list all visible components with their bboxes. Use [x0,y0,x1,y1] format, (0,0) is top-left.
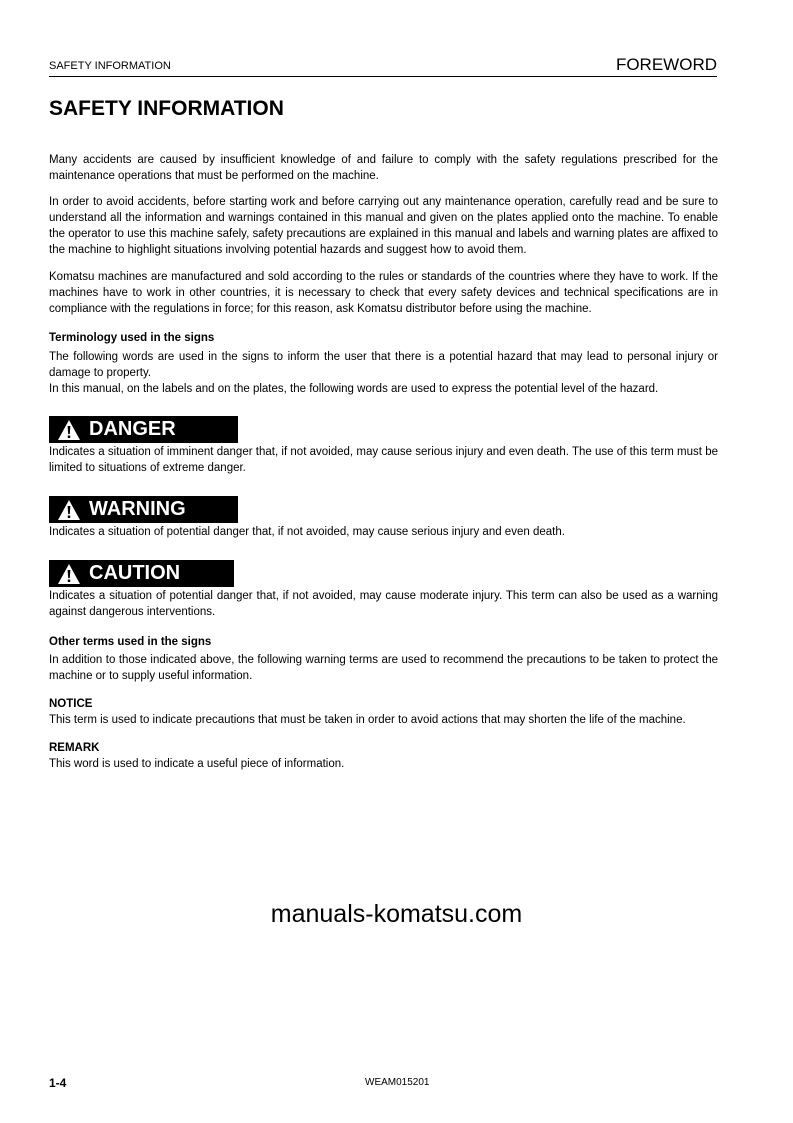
danger-text: Indicates a situation of imminent danger that, if not avoided, may cause serious injury and even death. The use of this term must be limited to situations of extreme danger. [49,446,718,474]
watermark: manuals-komatsu.com [270,900,523,928]
page-body [49,152,718,772]
header-chapter: FOREWORD [615,55,717,74]
document-code: WEAM015201 [365,1077,430,1088]
danger-sign [49,416,238,443]
terminology-heading: Terminology used in the signs [49,332,215,344]
remark-text: This word is used to indicate a useful piece of information. [49,758,345,770]
remark-heading: REMARK [49,742,100,754]
header-divider [49,76,717,77]
other-terms-heading: Other terms used in the signs [49,636,212,648]
warning-triangle-icon [57,419,81,441]
caution-text: Indicates a situation of potential danger that, if not avoided, may cause moderate injury. This term can also be used as a warning against dangerous interventions. [49,590,718,618]
paragraph: Many accidents are caused by insufficient knowledge of and failure to comply with the safety regulations prescribed for the maintenance operations that must be performed on the machine. [49,154,718,182]
warning-triangle-icon [57,499,81,521]
paragraph: In order to avoid accidents, before starting work and before carrying out any maintenance operation, carefully read and be sure to understand all the information and warnings contained in this manual and given on the plates applied onto the machine. To enable the operator to use this machine safely, safety precautions are explained in this manual and labels and warning plates are affixed to the machine to highlight situations involving potential hazards and suggest how to avoid them. [49,196,718,256]
paragraph: Komatsu machines are manufactured and sold according to the rules or standards of the countries where they have to work. If the machines have to work in other countries, it is necessary to check that every safety devices and technical specifications are in compliance with the regulations in force; for this reason, ask Komatsu distributor before using the machine. [49,271,718,315]
warning-sign [49,496,238,523]
notice-text: This term is used to indicate precautions that must be taken in order to avoid actions that may shorten the life of the machine. [49,714,686,726]
terminology-text: The following words are used in the signs to inform the user that there is a potential hazard that may lead to personal injury or damage to property. [49,351,718,379]
warning-triangle-icon [57,563,81,585]
sign-label: CAUTION [89,562,181,584]
sign-label: DANGER [89,418,176,440]
header-section: SAFETY INFORMATION [49,60,171,72]
notice-heading: NOTICE [49,698,93,710]
sign-label: WARNING [89,498,186,520]
caution-sign [49,560,234,587]
page-number: 1-4 [49,1076,67,1090]
page-title: SAFETY INFORMATION [49,97,284,120]
terminology-text: In this manual, on the labels and on the plates, the following words are used to express the potential level of the hazard. [49,383,659,395]
warning-text: Indicates a situation of potential danger that, if not avoided, may cause serious injury and even death. [49,526,565,538]
other-terms-text: In addition to those indicated above, the following warning terms are used to recommend the precautions to be taken to protect the machine or to supply useful information. [49,654,718,682]
